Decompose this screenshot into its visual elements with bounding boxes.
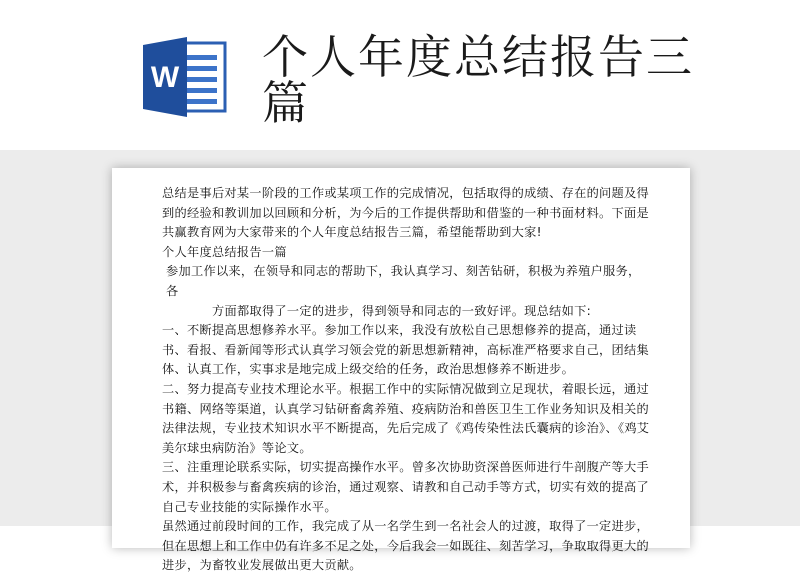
paragraph-opening-line2: 方面都取得了一定的进步，得到领导和同志的一致好评。现总结如下: [212,303,592,318]
paragraph-section-2: 二、努力提高专业技术理论水平。根据工作中的实际情况做到立足现状，着眼长远，通过书籍、网络等渠道，认真学习钻研畜禽养殖、疫病防治和兽医卫生工作业务知识及相关的法律法规，专业技术知识水平不断提高，先后完成了《鸡传染性法氏囊病的诊治》、《鸡艾美尔球虫病防治》等论文。 [162,381,650,455]
paragraph-section-1: 一、不断提高思想修养水平。参加工作以来，我没有放松自己思想修养的提高，通过读书、看报、看新闻等形式认真学习领会党的新思想新精神，高标准严格要求自己，团结集体、认真工作，实事求是地完成上级交给的任务，政治思想修养不断进步。 [162,323,650,377]
paragraph-subtitle: 个人年度总结报告一篇 [162,244,287,259]
paragraph-opening-line1: 参加工作以来，在领导和同志的帮助下，我认真学习、刻苦钻研，积极为养殖户服务，各 [166,264,641,298]
page-title-line-1: 个人年度总结报告三 [262,30,694,84]
document-page [112,168,690,573]
paragraph-section-3: 三、注重理论联系实际，切实提高操作水平。曾多次协助资深兽医师进行牛剖腹产等大手术，并积极参与畜禽疾病的诊治，通过观察、请教和自己动手等方式，切实有效的提高了自己专业技能的实际操作水平。 [162,460,650,514]
page-title-line-2: 篇 [262,76,310,130]
word-doc-icon [141,37,229,117]
word-icon-letter: W [150,61,180,94]
paragraph-conclusion: 虽然通过前段时间的工作，我完成了从一名学生到一名社会人的过渡，取得了一定进步，但在思想上和工作中仍有许多不足之处，今后我会一如既往、刻苦学习，争取取得更大的进步，为畜牧业发展做出更大贡献。 [162,519,650,573]
paragraph-intro: 总结是事后对某一阶段的工作或某项工作的完成情况，包括取得的成绩、存在的问题及得到的经验和教训加以回顾和分析，为今后的工作提供帮助和借鉴的一种书面材料。下面是共赢教育网为大家带来的个人年度总结报告三篇，希望能帮助到大家! [162,186,650,240]
page-title [262,30,732,130]
document-body [162,184,650,576]
document-header [0,0,800,150]
